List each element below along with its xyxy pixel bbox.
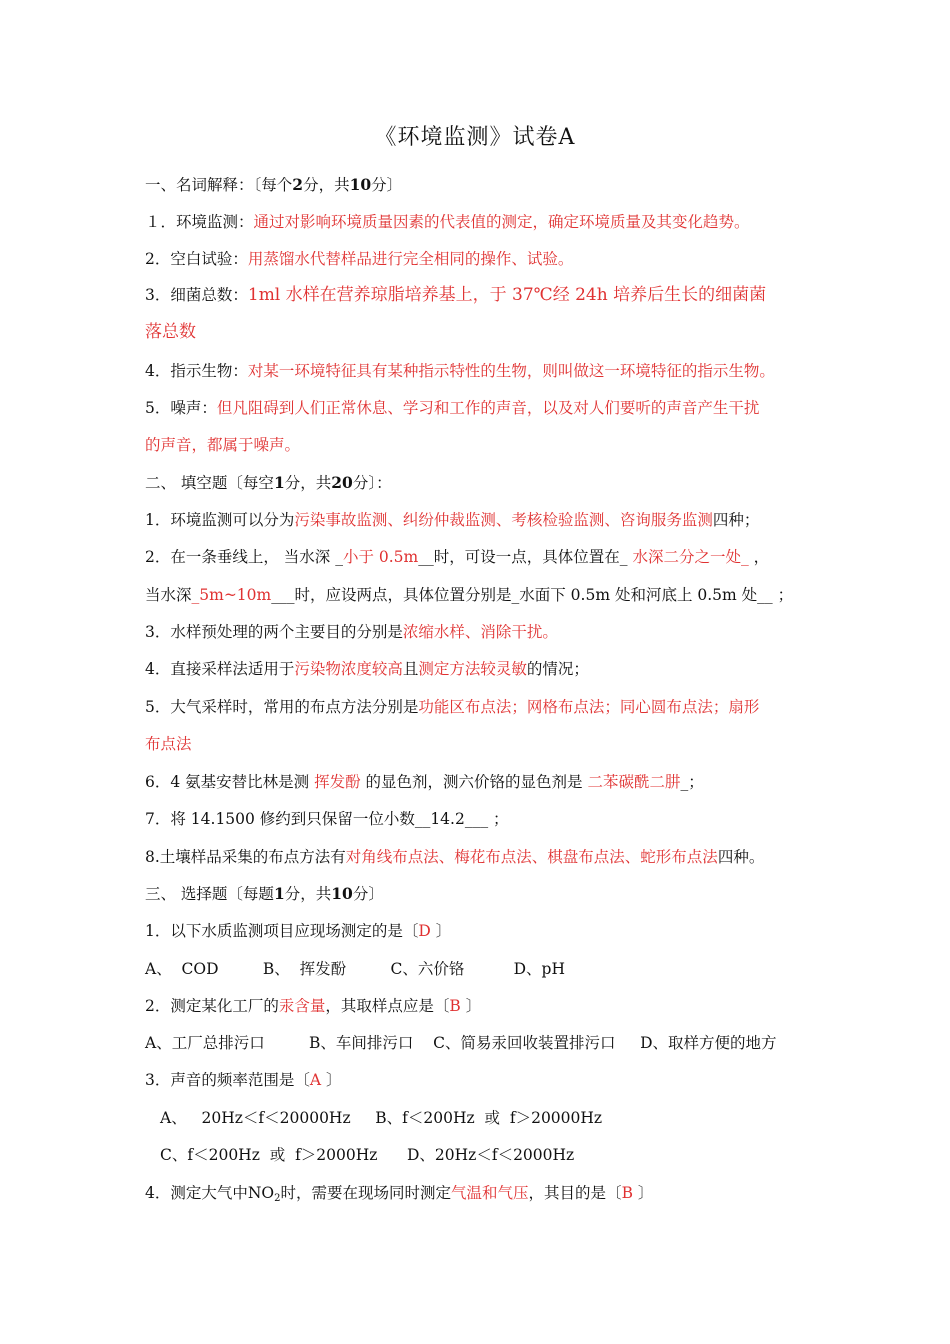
answer-text: 对某一环境特征具有某种指示特性的生物，则叫做这一环境特征的指示生物。: [247, 362, 775, 380]
fill-question: 4．直接采样法适用于污染物浓度较高且测定方法较灵敏的情况；: [145, 660, 589, 678]
term-item: 3．细菌总数：1ml 水样在营养琼脂培养基上，于 37℃经 24h 培养后生长的细菌菌: [145, 285, 767, 305]
answer-text: 用蒸馏水代替样品进行完全相同的操作、试验。: [247, 250, 574, 268]
choice-options: A、 COD B、 挥发酚 C、六价铬 D、pH: [145, 960, 565, 978]
answer-text: 二苯碳酰二肼: [587, 773, 681, 791]
answer-continuation: 的声音，都属于噪声。: [145, 436, 301, 454]
fill-question: 5．大气采样时，常用的布点方法分别是功能区布点法；网格布点法；同心圆布点法；扇形: [145, 698, 760, 716]
term-item: 5．噪声：但凡阻碍到人们正常休息、学习和工作的声音，以及对人们要听的声音产生干扰: [145, 399, 760, 417]
term-item: 2．空白试验：用蒸馏水代替样品进行完全相同的操作、试验。: [145, 250, 574, 268]
fill-question: 7．将 14.1500 修约到只保留一位小数__14.2___ ；: [145, 810, 509, 828]
choice-options: A、工厂总排污口 B、车间排污口 C、简易汞回收装置排污口 D、取样方便的地方: [145, 1034, 777, 1052]
answer-text: D: [418, 922, 431, 940]
section2-heading: 二、 填空题〔每空1分，共20分〕：: [145, 473, 392, 492]
choice-options: C、f＜200Hz 或 f＞2000Hz D、20Hz＜f＜2000Hz: [160, 1146, 575, 1164]
term-item: 4．指示生物：对某一环境特征具有某种指示特性的生物，则叫做这一环境特征的指示生物。: [145, 362, 775, 380]
answer-text: 污染物浓度较高: [294, 660, 403, 678]
fill-question: 3．水样预处理的两个主要目的分别是浓缩水样、消除干扰。: [145, 623, 558, 641]
term-item: １．环境监测：通过对影响环境质量因素的代表值的测定，确定环境质量及其变化趋势。: [145, 213, 750, 231]
answer-text: _5m~10m: [191, 586, 272, 604]
answer-continuation: 布点法: [145, 735, 192, 753]
answer-text: 通过对影响环境质量因素的代表值的测定，确定环境质量及其变化趋势。: [253, 213, 750, 231]
answer-text: 对角线布点法、梅花布点法、棋盘布点法、蛇形布点法: [345, 848, 718, 866]
fill-question-cont: 当水深_5m~10m___时，应设两点，具体位置分别是_水面下 0.5m 处和河底上 0.5m 处__ ；: [145, 586, 794, 604]
answer-text: 水深二分之一处_: [632, 548, 749, 566]
fill-question: 6．4 氨基安替比林是测 挥发酚 的显色剂，测六价铬的显色剂是 二苯碳酰二肼_；: [145, 773, 704, 791]
page-title: 《环境监测》试卷A: [374, 125, 576, 150]
choice-question: 1．以下水质监测项目应现场测定的是〔D 〕: [145, 922, 452, 940]
answer-continuation: 落总数: [145, 322, 196, 342]
answer-text: 污染事故监测、纠纷仲裁监测、考核检验监测、咨询服务监测: [294, 511, 713, 529]
section1-heading: 一、名词解释：〔每个2分，共10分〕: [145, 175, 403, 194]
answer-text: 功能区布点法；网格布点法；同心圆布点法；扇形: [418, 698, 760, 716]
choice-question: 2．测定某化工厂的汞含量，其取样点应是〔B 〕: [145, 997, 482, 1015]
answer-text: 测定方法较灵敏: [418, 660, 527, 678]
answer-text: 1ml 水样在营养琼脂培养基上，于 37℃经 24h 培养后生长的细菌菌: [247, 285, 767, 305]
section3-heading: 三、 选择题〔每题1分，共10分〕: [145, 884, 384, 903]
highlight-text: 气温和气压: [451, 1184, 529, 1202]
answer-text: 小于 0.5m: [342, 548, 419, 566]
fill-question: 1．环境监测可以分为污染事故监测、纠纷仲裁监测、考核检验监测、咨询服务监测四种；: [145, 511, 760, 529]
choice-question: 4．测定大气中$NO_2$时，需要在现场同时测定气温和气压，其目的是〔B 〕: [145, 1184, 654, 1204]
answer-text: B: [449, 997, 461, 1015]
answer-text: 挥发酚: [314, 773, 361, 791]
choice-options: A、 20Hz＜f＜20000Hz B、f＜200Hz 或 f＞20000Hz: [160, 1109, 603, 1127]
choice-question: 3．声音的频率范围是〔A 〕: [145, 1071, 342, 1089]
highlight-text: 汞含量: [278, 997, 326, 1015]
answer-text: 但凡阻碍到人们正常休息、学习和工作的声音，以及对人们要听的声音产生干扰: [216, 399, 760, 417]
fill-question: 2．在一条垂线上， 当水深 _小于 0.5m__时，可设一点，具体位置在_ 水深二分之一处_ ，: [145, 548, 770, 566]
answer-text: 浓缩水样、消除干扰。: [402, 623, 558, 641]
answer-text: B: [621, 1184, 633, 1202]
fill-question: 8.土壤样品采集的布点方法有对角线布点法、梅花布点法、棋盘布点法、蛇形布点法四种。: [145, 848, 765, 866]
answer-text: A: [309, 1071, 322, 1089]
